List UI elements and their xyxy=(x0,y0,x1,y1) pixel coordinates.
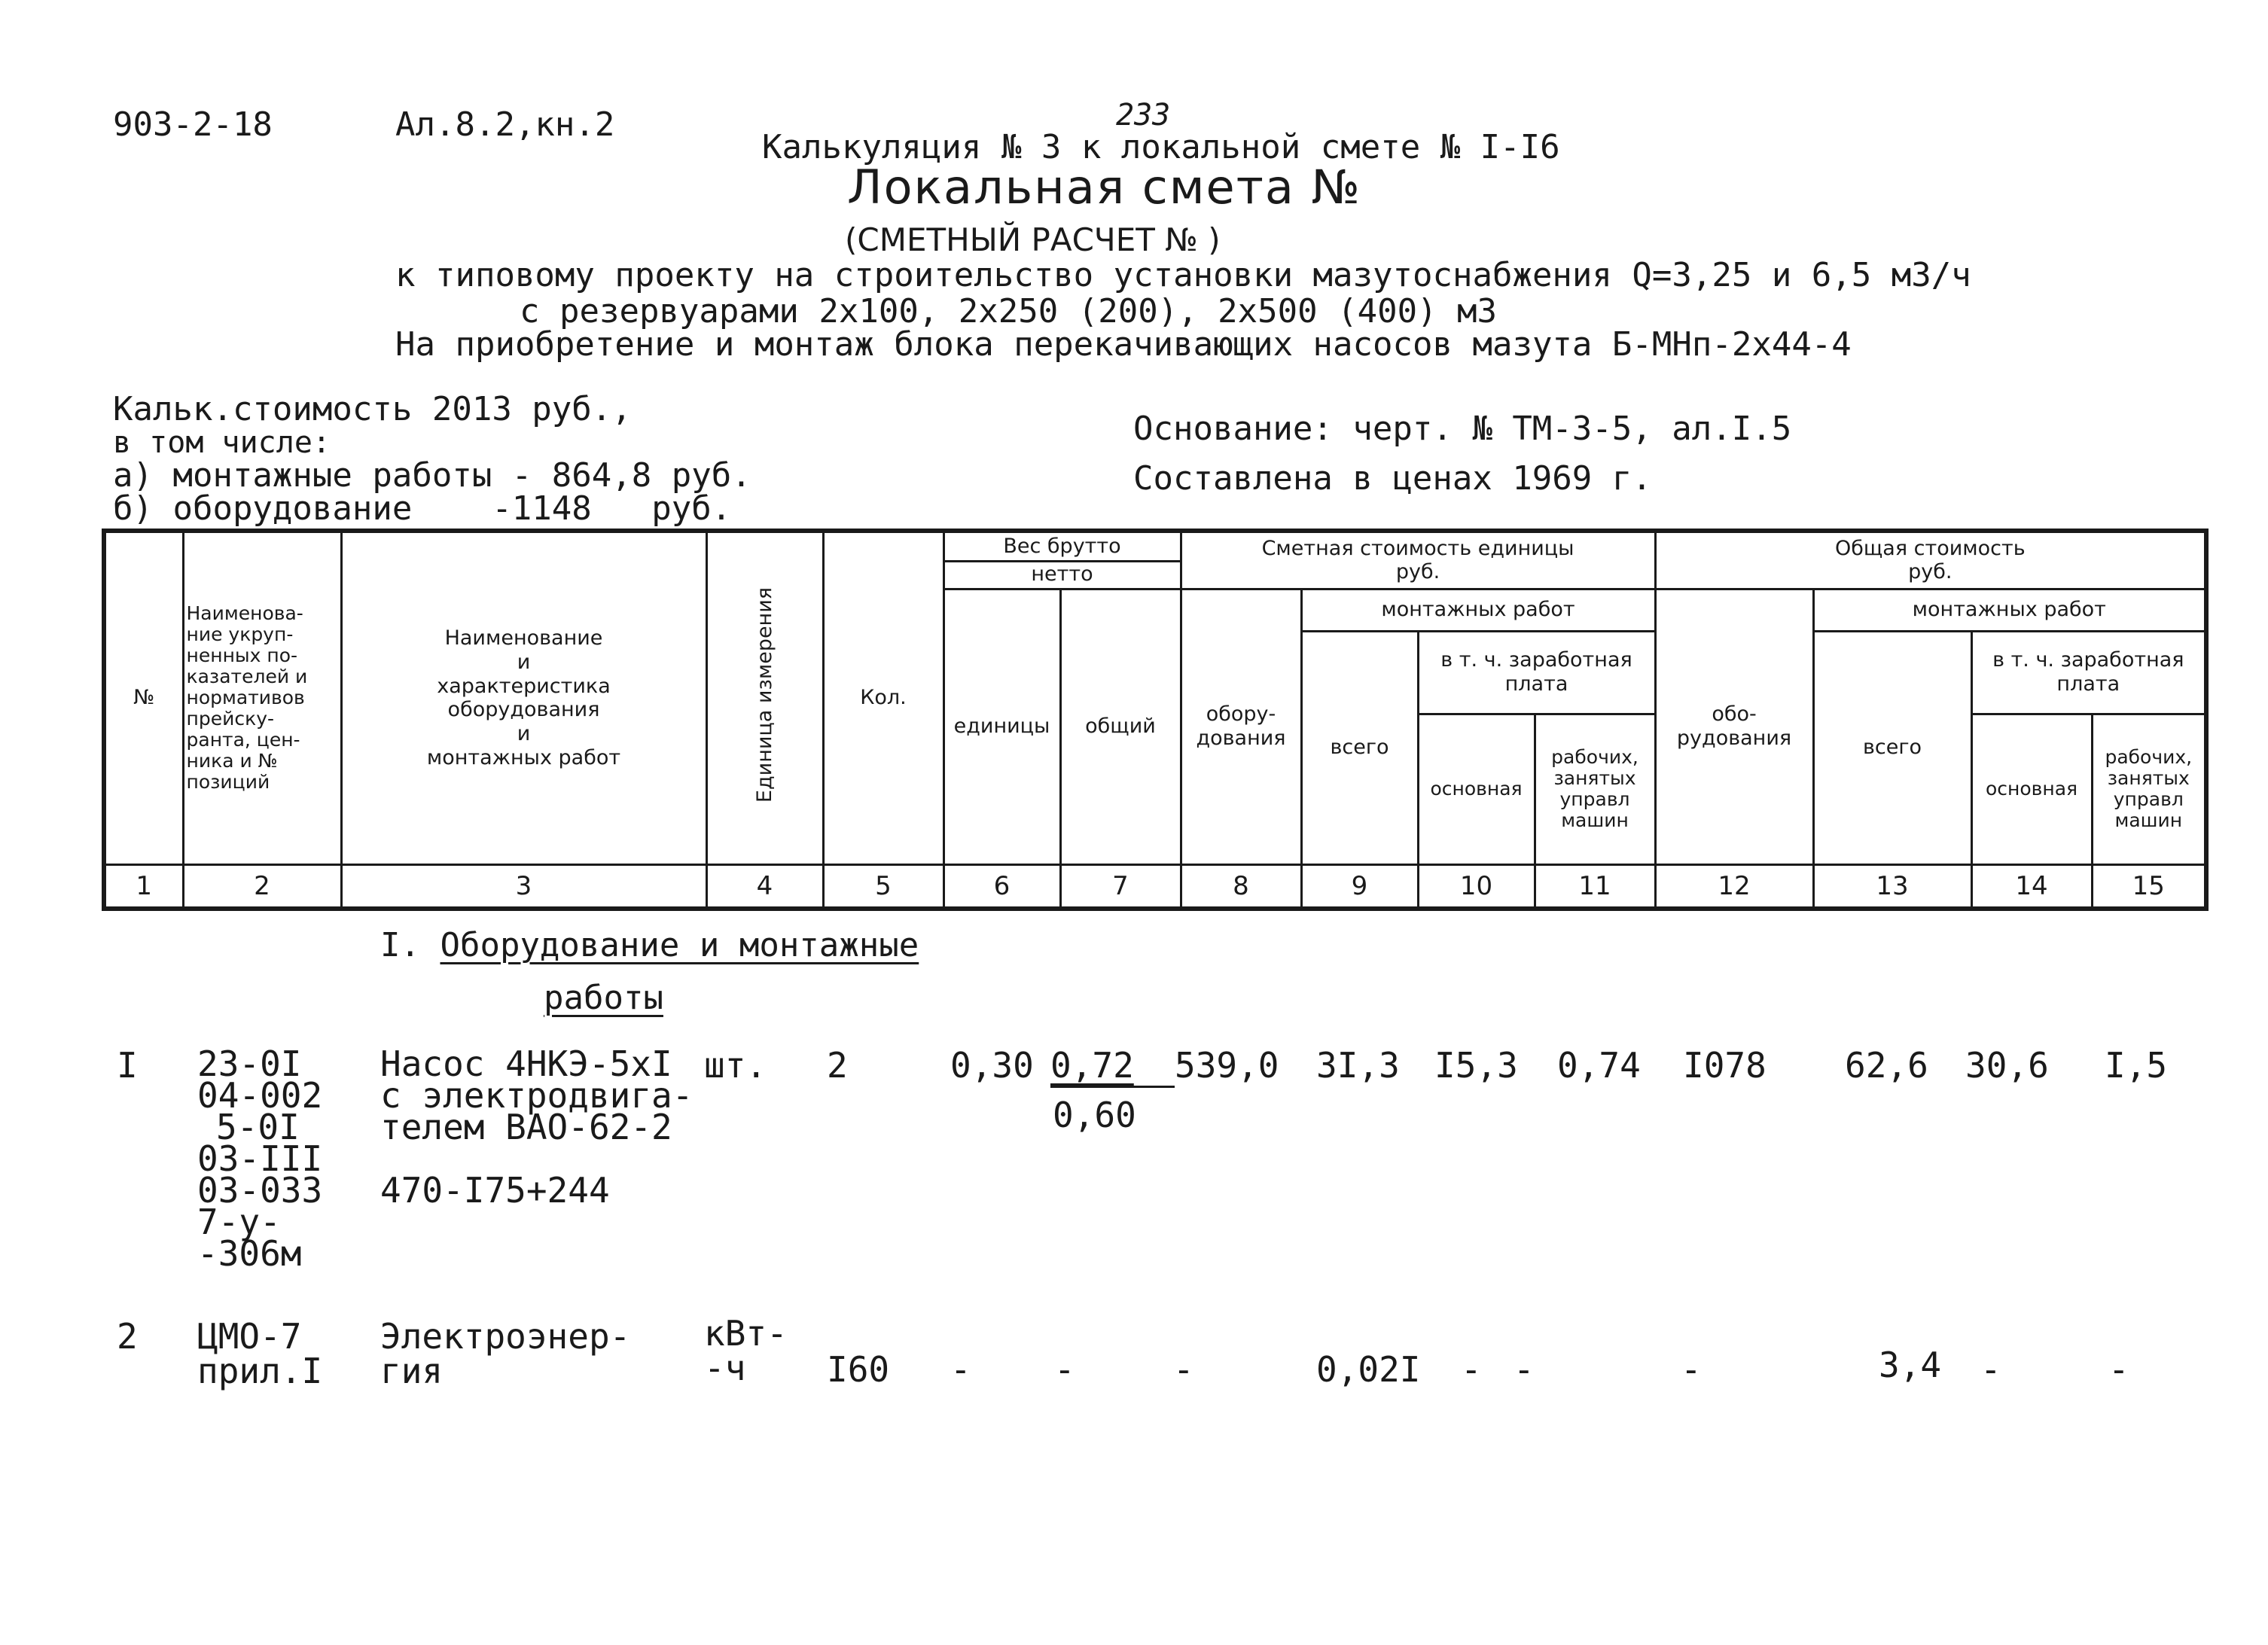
col-equipment-total-header: обо-рудования xyxy=(1655,589,1813,864)
row-1-number: I xyxy=(117,1045,138,1086)
row-2-code: ЦМО-7 прил.I xyxy=(197,1316,323,1391)
row-1-weight-total: 0,72 xyxy=(1050,1045,1134,1086)
row-1-name: Насос 4НКЭ-5хI с электродвига- телем ВАО-62-2 470-I75+244 xyxy=(380,1043,694,1211)
row-1-weight-unit: 0,30 xyxy=(950,1045,1034,1086)
row-2-total-wage-base: - xyxy=(1980,1349,2001,1390)
main-title: Локальная смета № xyxy=(847,160,1362,215)
row-2-equipment-total: - xyxy=(1681,1349,1702,1390)
row-2-total-mount: 3,4 xyxy=(1879,1345,1942,1385)
page-number: 233 xyxy=(1116,98,1171,133)
row-1-total-wage-base: 30,6 xyxy=(1965,1045,2049,1086)
section-heading: I. Оборудование и монтажные xyxy=(380,926,919,964)
row-1-unit: шт. xyxy=(704,1045,767,1086)
col-name-header: Наименование и характеристика оборудования и монтажных работ xyxy=(341,531,706,864)
row-2-wage-base: - xyxy=(1461,1349,1482,1390)
cost-summary-line-3: а) монтажные работы - 864,8 руб. xyxy=(113,456,751,495)
col-unit-header: Единица измерения xyxy=(706,531,823,864)
row-1-qty: 2 xyxy=(827,1045,848,1086)
total-cost-header: Общая стоимость руб. xyxy=(1655,531,2206,589)
unit-cost-header: Сметная стоимость единицы руб. xyxy=(1181,531,1655,589)
row-2-total-wage-machine: - xyxy=(2108,1349,2129,1390)
sub-title: (СМЕТНЫЙ РАСЧЕТ № ) xyxy=(845,221,1221,258)
row-1-total-wage-machine: I,5 xyxy=(2105,1045,2168,1086)
mount-works-total-header: монтажных работ xyxy=(1813,589,2206,631)
basis-line-1: Основание: черт. № ТМ-3-5, ал.I.5 xyxy=(1133,410,1792,448)
wage-unit-header: в т. ч. заработная плата xyxy=(1418,631,1655,714)
row-1-total-mount: 62,6 xyxy=(1845,1045,1928,1086)
doc-number: 903-2-18 xyxy=(113,105,273,144)
row-1-weight-underline xyxy=(1050,1086,1175,1088)
mount-works-unit-header: монтажных работ xyxy=(1301,589,1655,631)
section-heading-line-2: работы xyxy=(544,979,663,1017)
row-1-code: 23-0I 04-002 5-0I 03-III 03-033 7-у- -306м xyxy=(197,1043,323,1274)
row-2-weight-unit: - xyxy=(950,1349,971,1390)
row-1-wage-machine: 0,74 xyxy=(1557,1045,1641,1086)
calculation-title: Калькуляция № 3 к локальной смете № I-I6 xyxy=(762,128,1560,166)
project-line-2: с резервуарами 2х100, 2х250 (200), 2х500 (400) м3 xyxy=(520,292,1498,331)
weight-header: Вес брутто нетто xyxy=(943,531,1181,589)
col-equipment-unit-header: обору-дования xyxy=(1181,589,1301,864)
estimate-table-header xyxy=(102,529,2209,911)
project-line-1: к типовому проекту на строительство установки мазутоснабжения Q=3,25 и 6,5 м3/ч xyxy=(395,256,1971,294)
row-2-qty: I60 xyxy=(827,1349,890,1390)
col-wage-machine-unit-header: рабочих, занятых управл машин xyxy=(1535,714,1655,864)
row-2-number: 2 xyxy=(117,1316,138,1357)
cost-summary-line-1: Кальк.стоимость 2013 руб., xyxy=(113,390,632,428)
row-2-unit: кВт- -ч xyxy=(704,1313,788,1388)
cost-summary-line-2: в том числе: xyxy=(113,425,331,460)
album-reference: Ал.8.2,кн.2 xyxy=(395,105,615,144)
row-1-mount-all: 3I,3 xyxy=(1316,1045,1400,1086)
column-number-row: 1 2 3 4 5 6 7 8 9 10 11 12 13 14 15 xyxy=(104,864,2206,909)
wage-total-header: в т. ч. заработная плата xyxy=(1971,631,2206,714)
col-weight-total-header: общий xyxy=(1060,589,1181,864)
col-qty-header: Кол. xyxy=(823,531,943,864)
row-1-equipment-total: I078 xyxy=(1683,1045,1767,1086)
row-2-wage-machine: - xyxy=(1514,1349,1535,1390)
col-norm-code-header: Наименова-ние укруп-ненных по-казателей и нормативов прейску-ранта, цен-ника и № позиций xyxy=(183,531,341,864)
row-1-weight-net: 0,60 xyxy=(1053,1095,1136,1135)
row-2-mount-all: 0,02I xyxy=(1316,1349,1421,1390)
col-wage-base-total-header: основная xyxy=(1971,714,2092,864)
col-number-header: № xyxy=(104,531,183,864)
cost-summary-line-4: б) оборудование -1148 руб. xyxy=(113,489,732,528)
row-2-name: Электроэнер- гия xyxy=(380,1316,631,1391)
col-wage-machine-total-header: рабочих, занятых управл машин xyxy=(2092,714,2206,864)
col-mount-all-total-header: всего xyxy=(1813,631,1971,864)
col-weight-unit-header: единицы xyxy=(943,589,1060,864)
row-1-equipment-unit: 539,0 xyxy=(1175,1045,1279,1086)
col-wage-base-unit-header: основная xyxy=(1418,714,1535,864)
row-1-wage-base: I5,3 xyxy=(1434,1045,1518,1086)
row-2-weight-total: - xyxy=(1054,1349,1075,1390)
row-2-equipment-unit: - xyxy=(1173,1349,1194,1390)
basis-line-2: Составлена в ценах 1969 г. xyxy=(1133,459,1652,498)
col-mount-all-unit-header: всего xyxy=(1301,631,1418,864)
project-line-3: На приобретение и монтаж блока перекачивающих насосов мазута Б-МНп-2х44-4 xyxy=(395,325,1852,364)
